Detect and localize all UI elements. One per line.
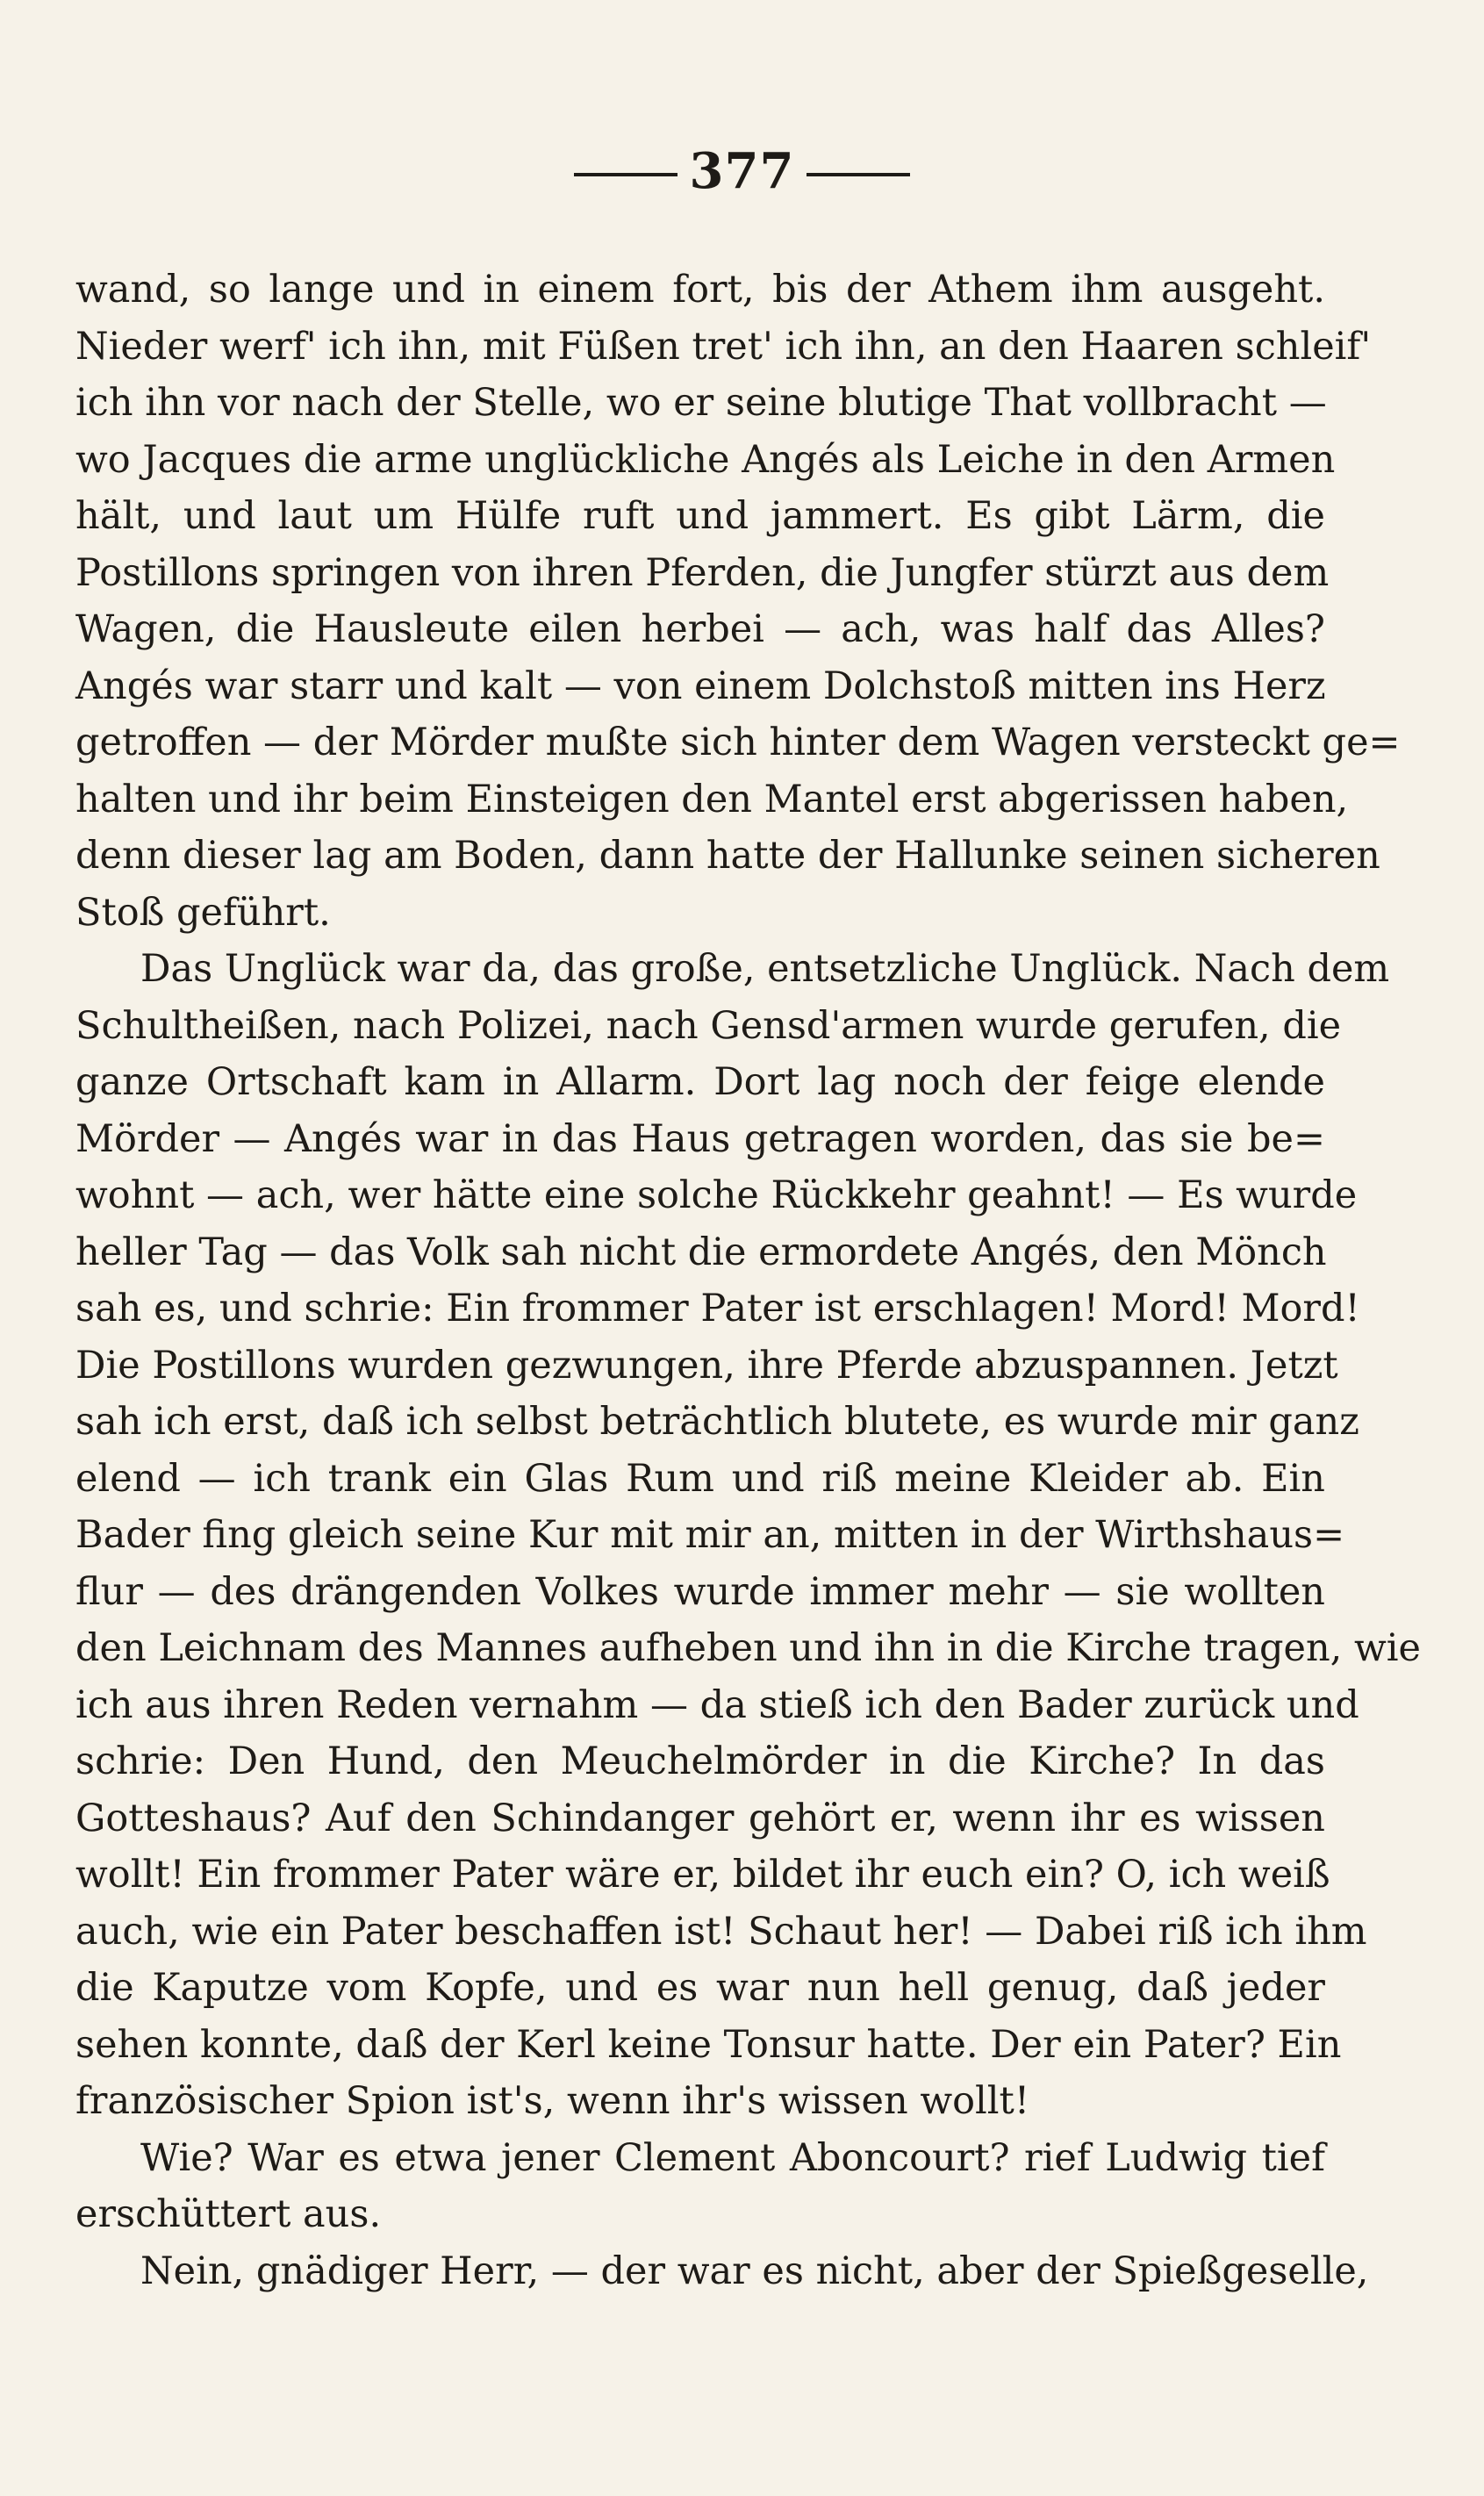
text-line: wand, so lange und in einem fort, bis der Athem ihm ausgeht.: [75, 268, 1325, 312]
header-dash-right: [807, 173, 910, 176]
header-dash-left: [574, 173, 677, 176]
text-line: wo Jacques die arme unglückliche Angés als Leiche in den Armen: [75, 437, 1336, 482]
text-line: sah es, und schrie: Ein frommer Pater ist erschlagen! Mord! Mord!: [75, 1287, 1360, 1330]
paragraph-start-line: Wie? War es etwa jener Clement Aboncourt? rief Ludwig tief: [140, 2135, 1325, 2180]
body-text: [75, 262, 1422, 2299]
paragraph-start-line: Das Unglück war da, das große, entsetzliche Unglück. Nach dem: [140, 947, 1390, 991]
text-line: Postillons springen von ihren Pferden, die Jungfer stürzt aus dem: [75, 550, 1330, 595]
text-line: flur — des drängenden Volkes wurde immer mehr — sie wollten: [75, 1569, 1325, 1614]
text-line: den Leichnam des Mannes aufheben und ihn in die Kirche tragen, wie: [75, 1626, 1422, 1670]
text-line: denn dieser lag am Boden, dann hatte der Hallunke seinen sicheren: [75, 834, 1380, 878]
paragraph-end-line: französischer Spion ist's, wenn ihr's wissen wollt!: [75, 2079, 1030, 2123]
text-line: hält, und laut um Hülfe ruft und jammert. Es gibt Lärm, die: [75, 494, 1325, 538]
page-header: [0, 140, 1484, 202]
paragraph-end-line: Stoß geführt.: [75, 890, 331, 935]
text-line: Bader fing gleich seine Kur mit mir an, mitten in der Wirthshaus=: [75, 1513, 1345, 1557]
text-line: auch, wie ein Pater beschaffen ist! Schaut her! — Dabei riß ich ihm: [75, 1909, 1367, 1954]
text-line: sah ich erst, daß ich selbst beträchtlich blutete, es wurde mir ganz: [75, 1400, 1359, 1444]
paragraph-end-line: erschüttert aus.: [75, 2192, 382, 2236]
text-line: schrie: Den Hund, den Meuchelmörder in die Kirche? In das: [75, 1739, 1325, 1783]
text-line: Wagen, die Hausleute eilen herbei — ach, was half das Alles?: [75, 607, 1325, 651]
text-line: Mörder — Angés war in das Haus getragen worden, das sie be=: [75, 1116, 1325, 1161]
text-line: Angés war starr und kalt — von einem Dolchstoß mitten ins Herz: [75, 663, 1326, 708]
text-line: elend — ich trank ein Glas Rum und riß meine Kleider ab. Ein: [75, 1456, 1325, 1501]
paragraph-start-line: Nein, gnädiger Herr, — der war es nicht, aber der Spießgeselle,: [140, 2249, 1369, 2293]
text-line: ganze Ortschaft kam in Allarm. Dort lag noch der feige elende: [75, 1060, 1325, 1104]
text-line: halten und ihr beim Einsteigen den Mantel erst abgerissen haben,: [75, 777, 1349, 821]
text-line: sehen konnte, daß der Kerl keine Tonsur hatte. Der ein Pater? Ein: [75, 2022, 1342, 2067]
text-line: getroffen — der Mörder mußte sich hinter dem Wagen versteckt ge=: [75, 721, 1401, 764]
text-line: wohnt — ach, wer hätte eine solche Rückkehr geahnt! — Es wurde: [75, 1173, 1358, 1217]
text-line: ich ihn vor nach der Stelle, wo er seine blutige That vollbracht —: [75, 381, 1327, 425]
text-line: Schultheißen, nach Polizei, nach Gensd'armen wurde gerufen, die: [75, 1003, 1342, 1048]
text-line: heller Tag — das Volk sah nicht die ermordete Angés, den Mönch: [75, 1230, 1327, 1274]
text-line: Die Postillons wurden gezwungen, ihre Pferde abzuspannen. Jetzt: [75, 1343, 1338, 1388]
text-line: Gotteshaus? Auf den Schindanger gehört er, wenn ihr es wissen: [75, 1796, 1325, 1840]
text-line: ich aus ihren Reden vernahm — da stieß ich den Bader zurück und: [75, 1682, 1359, 1727]
text-line: Nieder werf' ich ihn, mit Füßen tret' ich ihn, an den Haaren schleif': [75, 324, 1372, 369]
text-line: wollt! Ein frommer Pater wäre er, bildet ihr euch ein? O, ich weiß: [75, 1853, 1330, 1897]
text-line: die Kaputze vom Kopfe, und es war nun hell genug, daß jeder: [75, 1966, 1325, 2010]
page-number: 377: [689, 142, 795, 200]
